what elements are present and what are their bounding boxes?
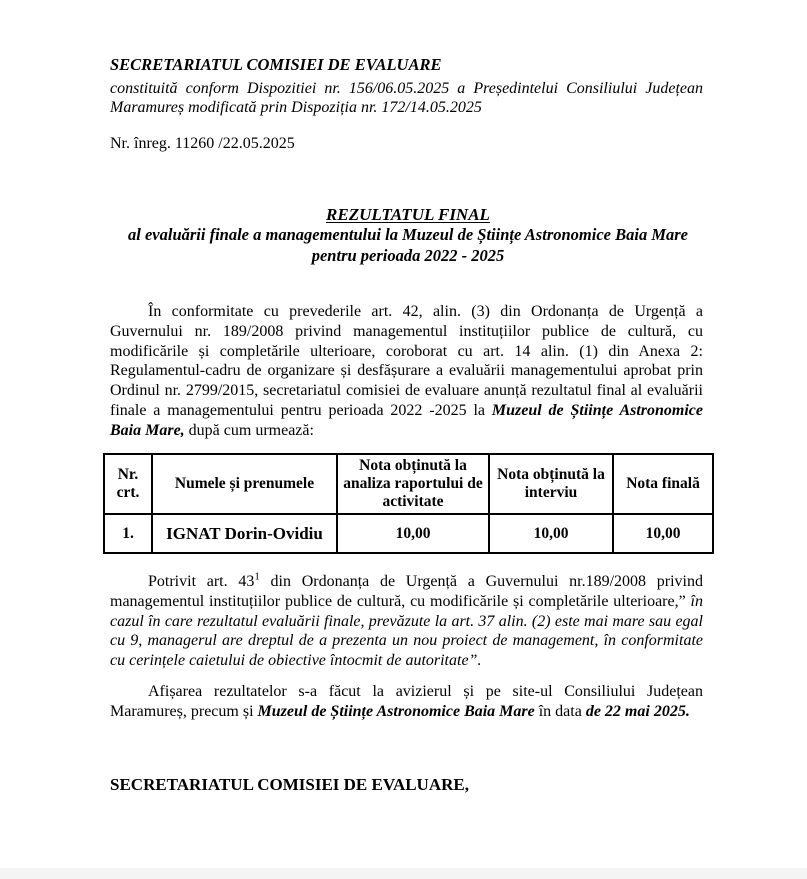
document-subtitle-line2: pentru perioada 2022 - 2025 [311, 245, 505, 265]
results-table-wrap [103, 453, 714, 554]
paragraph-publication-mid: în data [534, 702, 586, 720]
table-row [104, 514, 713, 553]
document-title-block [110, 205, 706, 266]
table-header-interview-score: Nota obținută la interviu [489, 454, 613, 514]
paragraph-intro-outro: după cum urmează: [184, 421, 314, 439]
table-header-name: Numele și prenumele [152, 454, 337, 514]
cell-final-score: 10,00 [613, 514, 713, 553]
paragraph-publication-intro: Afișarea rezultatelor s-a făcut la avizierul și pe site-ul Consiliului Județean Maramureș, precum și [110, 683, 703, 720]
paragraph-legal-quote: în cazul în care rezultatul evaluării finale, prevăzute la art. 37 alin. (2) este mai mare sau egal cu 9, managerul are dreptul de a prezenta un nou proiect de management, în conformitate cu cerințele caietului de obiective întocmit de autoritate”. [110, 592, 703, 670]
org-title: SECRETARIATUL COMISIEI DE EVALUARE [110, 55, 442, 74]
paragraph-legal-mid: din Ordonanța de Urgență a Guvernului nr.189/2008 privind managementul instituțiilor publice de cultură, cu modificările și completările ulterioare,” [110, 573, 703, 610]
museum-name: Muzeul de Științe Astronomice Baia Mare, [110, 401, 704, 439]
document-subtitle-line1: al evaluării finale a managementului la Muzeul de Științe Astronomice Baia Mare [128, 225, 688, 245]
paragraph-publication [110, 682, 703, 722]
viewer-footer-bar [0, 868, 807, 879]
table-header-row [104, 454, 713, 514]
cell-candidate-name: IGNAT Dorin-Ovidiu [152, 514, 337, 553]
paragraph-legal [110, 572, 703, 671]
publication-date: de 22 mai 2025. [585, 702, 690, 720]
museum-name-publication: Muzeul de Științe Astronomice Baia Mare [257, 702, 535, 720]
paragraph-intro [110, 302, 703, 441]
cell-report-score: 10,00 [337, 514, 489, 553]
org-subtitle: constituită conform Dispozitiei nr. 156/06.05.2025 a Președintelui Consiliului Județean Maramureș modificată prin Dispoziția nr. 172/14.05.2025 [110, 80, 703, 116]
signature-label: SECRETARIATUL COMISIEI DE EVALUARE, [110, 775, 469, 794]
table-header-nr-crt: Nr. crt. [104, 454, 152, 514]
document-title: REZULTATUL FINAL [326, 205, 490, 224]
registration-number: Nr. înreg. 11260 /22.05.2025 [110, 135, 295, 152]
table-header-final-score: Nota finală [613, 454, 713, 514]
footnote-superscript: 1 [254, 570, 260, 583]
paragraph-intro-text: În conformitate cu prevederile art. 42, alin. (3) din Ordonanța de Urgență a Guvernului nr. 189/2008 privind managementul instituțiilor publice de cultură, cu modificările și completările ulterioare, coroborat cu art. 14 alin. (1) din Anexa 2: Regulamentul-cadru de organizare și desfășurare a evaluării managementului aprobat prin Ordinul nr. 2799/2015, secretariatul comisiei de evaluare anunță rezultatul final al evaluării finale a managementului pentru perioada 2022 -2025 la [110, 303, 703, 419]
cell-interview-score: 10,00 [489, 514, 613, 553]
cell-row-number: 1. [104, 514, 152, 553]
results-table [103, 453, 714, 554]
table-header-report-score: Nota obținută la analiza raportului de activitate [337, 454, 489, 514]
paragraph-legal-intro: Potrivit art. 43 [148, 573, 255, 590]
